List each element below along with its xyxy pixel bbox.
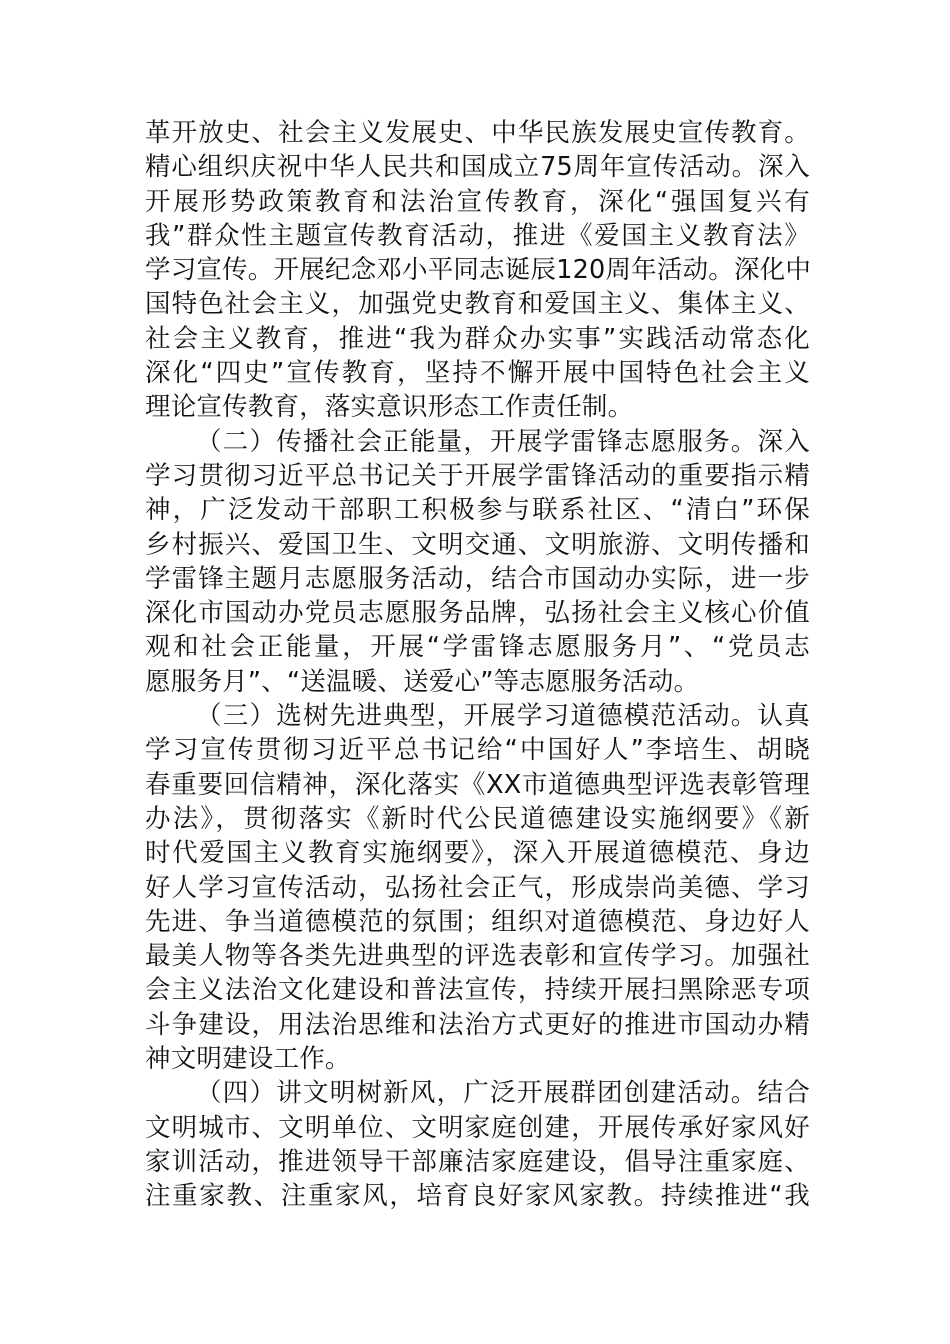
text-line: 春重要回信精神，深化落实《XX市道德典型评选表彰管理 xyxy=(145,769,810,800)
text-line: 革开放史、社会主义发展史、中华民族发展史宣传教育。 xyxy=(145,118,810,148)
text-line: 注重家教、注重家风，培育良好家风家教。持续推进“我 xyxy=(145,1181,810,1212)
text-line: 社会主义教育，推进“我为群众办实事”实践活动常态化 xyxy=(145,323,810,354)
text-line: 深化“四史”宣传教育，坚持不懈开展中国特色社会主义 xyxy=(145,358,810,389)
text-line: 会主义法治文化建设和普法宣传，持续开展扫黑除恶专项 xyxy=(145,975,810,1006)
section-heading-line: （四）讲文明树新风，广泛开展群团创建活动。结合 xyxy=(196,1078,810,1109)
text-line: 最美人物等各类先进典型的评选表彰和宣传学习。加强社 xyxy=(145,941,810,972)
text-line: 观和社会正能量，开展“学雷锋志愿服务月”、“党员志 xyxy=(145,632,810,663)
text-line: 我”群众性主题宣传教育活动，推进《爱国主义教育法》 xyxy=(145,220,810,251)
section-heading-line: （三）选树先进典型，开展学习道德模范活动。认真 xyxy=(196,701,810,732)
text-line: 斗争建设，用法治思维和法治方式更好的推进市国动办精 xyxy=(145,1009,810,1040)
text-line: 乡村振兴、爱国卫生、文明交通、文明旅游、文明传播和 xyxy=(145,529,810,560)
text-line: 文明城市、文明单位、文明家庭创建，开展传承好家风好 xyxy=(145,1112,810,1143)
text-line: 学习贯彻习近平总书记关于开展学雷锋活动的重要指示精 xyxy=(145,460,810,491)
text-line: 愿服务月”、“送温暖、送爱心”等志愿服务活动。 xyxy=(145,666,700,697)
text-line: 深化市国动办党员志愿服务品牌，弘扬社会主义核心价值 xyxy=(145,598,810,629)
document-body xyxy=(145,116,810,1214)
text-line: 神，广泛发动干部职工积极参与联系社区、“清白”环保 xyxy=(145,495,810,526)
text-line: 国特色社会主义，加强党史教育和爱国主义、集体主义、 xyxy=(145,289,810,320)
text-line: 好人学习宣传活动，弘扬社会正气，形成崇尚美德、学习 xyxy=(145,872,810,903)
text-line: 家训活动，推进领导干部廉洁家庭建设，倡导注重家庭、 xyxy=(145,1146,810,1177)
text-line: 学雷锋主题月志愿服务活动，结合市国动办实际，进一步 xyxy=(145,563,810,594)
text-line: 理论宣传教育，落实意识形态工作责任制。 xyxy=(145,392,634,423)
text-line: 精心组织庆祝中华人民共和国成立75周年宣传活动。深入 xyxy=(145,152,810,183)
text-line: 开展形势政策教育和法治宣传教育，深化“强国复兴有 xyxy=(145,186,810,217)
text-line: 先进、争当道德模范的氛围；组织对道德模范、身边好人 xyxy=(145,906,810,937)
text-line: 办法》，贯彻落实《新时代公民道德建设实施纲要》《新 xyxy=(145,803,810,834)
section-heading-line: （二）传播社会正能量，开展学雷锋志愿服务。深入 xyxy=(196,426,810,457)
text-line: 学习宣传贯彻习近平总书记给“中国好人”李培生、胡晓 xyxy=(145,735,810,766)
text-line: 神文明建设工作。 xyxy=(145,1044,351,1075)
text-line: 学习宣传。开展纪念邓小平同志诞辰120周年活动。深化中 xyxy=(145,255,812,286)
text-line: 时代爱国主义教育实施纲要》，深入开展道德模范、身边 xyxy=(145,838,810,869)
